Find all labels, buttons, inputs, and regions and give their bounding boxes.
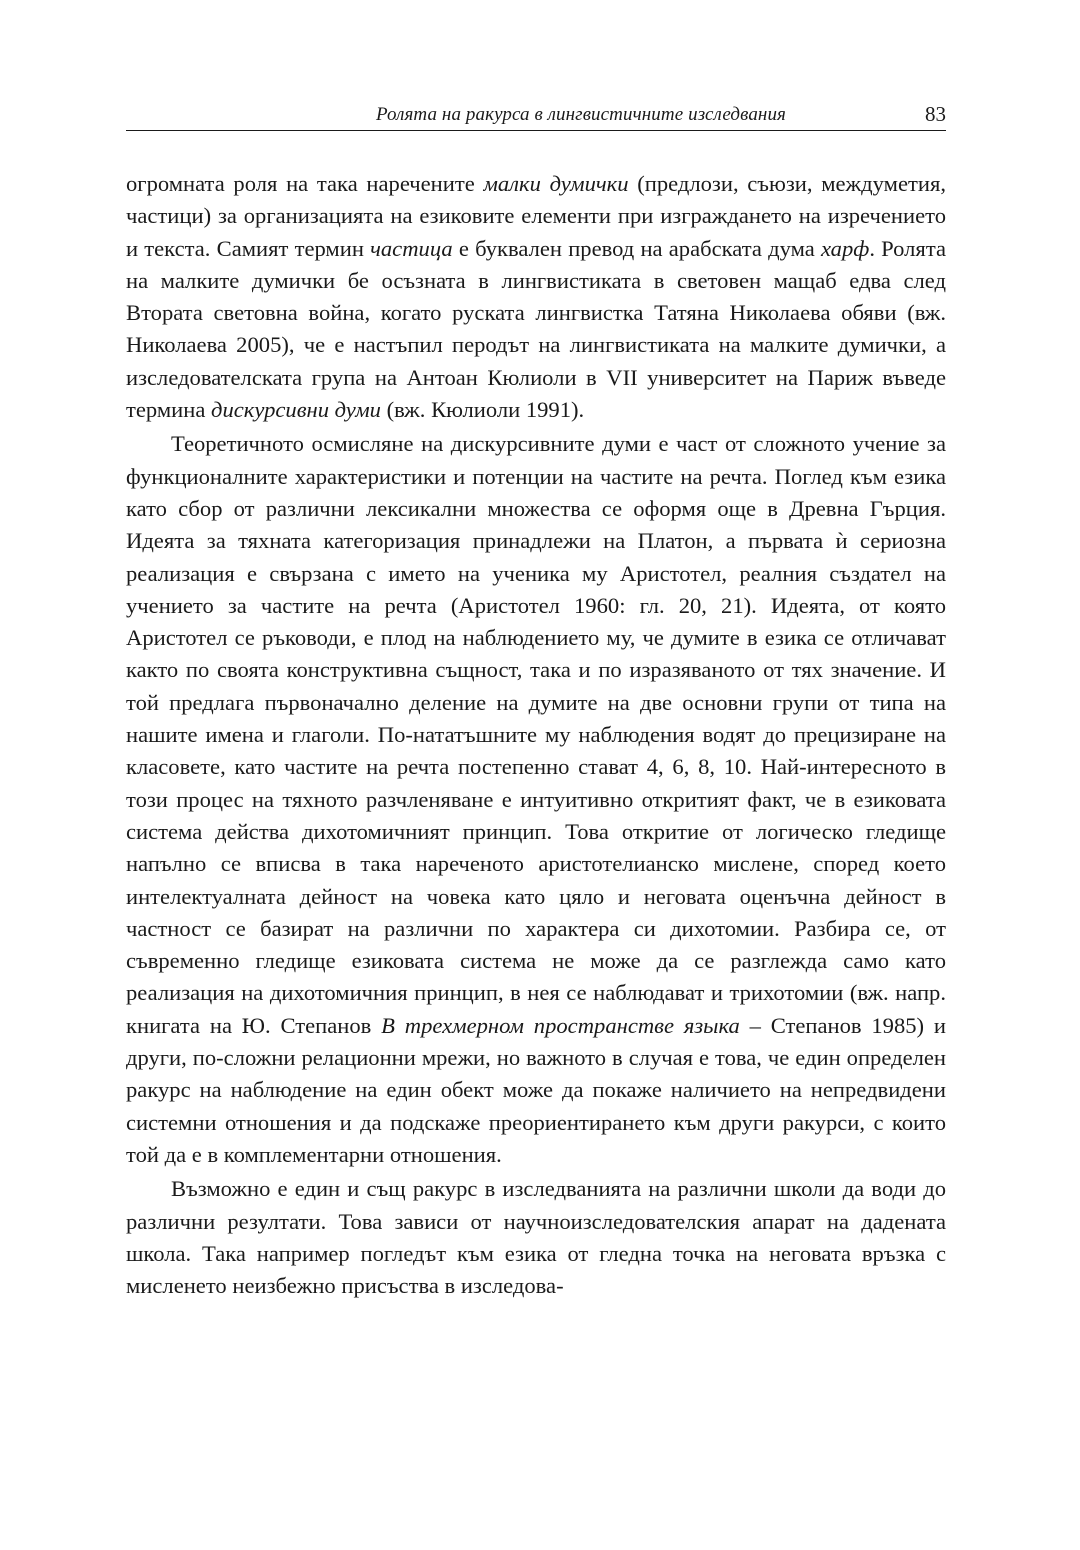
book-page	[126, 100, 946, 1302]
italic-term: дискурсивни думи	[211, 397, 381, 423]
text-run: – Степанов 1985) и други, по-сложни релационни мрежи, но важното в случая е това, че един определен ракурс на наблюдение на един обект може да покаже наличието на непредвидени системни отношения и да подскаже преориентирането към други ракурси, с които той да е в комплементарни отношения.	[126, 1012, 946, 1167]
text-run: (вж. Кюлиоли 1991).	[380, 397, 585, 423]
paragraph-1	[126, 168, 946, 426]
italic-term: харф	[820, 235, 870, 261]
text-run: огромната роля на така наречените	[126, 171, 484, 196]
italic-term: малки думички	[483, 171, 629, 196]
text-run: (предлози, съюзи, междуметия, частици) за организацията на езиковите елементи при изграждането на изречението и текста. Самият термин	[126, 171, 946, 261]
text-run: Теоретичното осмисляне на дискурсивните думи е част от сложното учение за функционалните характеристики и потенции на частите на речта. Поглед към езика като сбор от различни лексикални множества се оформя още в Древна Гърция. Идеята за тяхната категоризация принадлежи на Платон, а първата ѝ сериозна реализация е свързана с името на ученика му Аристотел, реалния създател на учението за частите на речта (Аристотел 1960: гл. 20, 21). Идеята, от която Аристотел се ръководи, е плод на наблюдението му, че думите в езика се отличават както по своята конструктивна същност, така и по изразяваното от тях значение. И той предлага първоначално деление на думите на две основни групи от типа на нашите имена и глаголи. По-нататъшните му наблюдения водят до прецизиране на класовете, като частите на речта постепенно стават 4, 6, 8, 10. Най-интересното в този процес на тяхното разчленяване е интуитивно откритият факт, че в езиковата система действа дихотомичният принцип. Това откритие от логическо гледище напълно се вписва в така нареченото аристотелианско мислене, според което интелектуалната дейност на човека като цяло и неговата оценъчна дейност в частност се базират на различни по характера си дихотомии. Разбира се, от съвременно гледище езиковата система не може да се разглежда само като реализация на дихотомичния принцип, в нея се наблюдават и трихотомии (вж. напр. книгата на Ю. Степанов	[126, 431, 946, 1038]
paragraph-2	[126, 428, 946, 1171]
page-number: 83	[925, 102, 946, 126]
paragraph-3	[126, 1173, 946, 1302]
text-run: . Ролята на малките думички бе осъзната в лингвистиката в световен мащаб едва след Втората световна война, когато руската лингвистка Татяна Николаева обяви (вж. Николаева 2005), че е настъпил перодът на лингвистиката на малките думички, а изследователската група на Антоан Кюлиоли в VII университет на Париж въведе термина	[126, 235, 946, 423]
text-run: Възможно е един и същ ракурс в изследванията на различни школи да води до различни резултати. Това зависи от научноизследователския апарат на дадената школа. Така например погледът към езика от гледна точка на неговата връзка с мисленето неизбежно присъства в изследова-	[126, 1176, 946, 1299]
italic-term: В трехмерном пространстве языка	[381, 1012, 740, 1038]
body-text	[126, 168, 946, 1302]
running-header	[126, 100, 946, 131]
text-run: е буквален превод на арабската дума	[452, 235, 821, 261]
italic-term: частица	[370, 235, 453, 261]
running-title: Ролята на ракурса в лингвистичните изследвания	[375, 104, 786, 125]
